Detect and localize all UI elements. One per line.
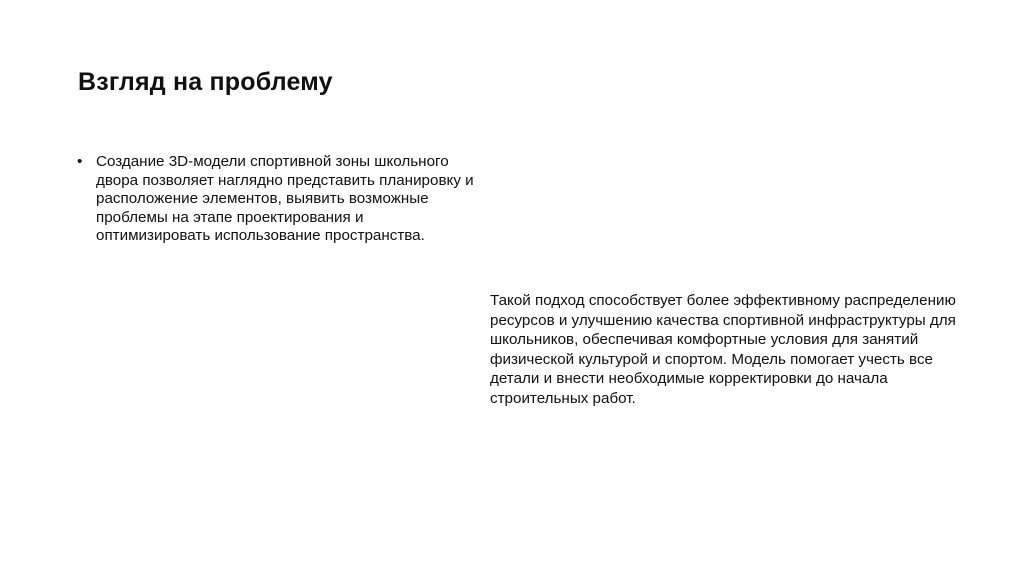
paragraph-line: Такой подход способствует более эффективному распределению bbox=[490, 292, 956, 309]
bullet-line: расположение элементов, выявить возможные bbox=[96, 190, 429, 208]
paragraph-line: строительных работ. bbox=[490, 389, 636, 407]
paragraph-line: детали и внести необходимые корректировки до начала bbox=[490, 370, 888, 388]
paragraph-line: школьников, обеспечивая комфортные условия для занятий bbox=[490, 331, 919, 349]
bullet-marker: • bbox=[77, 153, 83, 170]
bullet-line: оптимизировать использование пространства. bbox=[96, 227, 425, 245]
bullet-text bbox=[96, 153, 474, 246]
body-paragraph bbox=[490, 291, 956, 409]
bullet-point bbox=[77, 153, 474, 246]
paragraph-line: физической культурой и спортом. Модель помогает учесть все bbox=[490, 350, 933, 368]
paragraph-line: ресурсов и улучшению качества спортивной инфраструктуры для bbox=[490, 311, 956, 329]
bullet-line: двора позволяет наглядно представить планировку и bbox=[96, 171, 474, 189]
bullet-line: проблемы на этапе проектирования и bbox=[96, 208, 364, 226]
slide-title: Взгляд на проблему bbox=[78, 68, 333, 96]
bullet-line: Создание 3D-модели спортивной зоны школьного bbox=[96, 153, 449, 170]
